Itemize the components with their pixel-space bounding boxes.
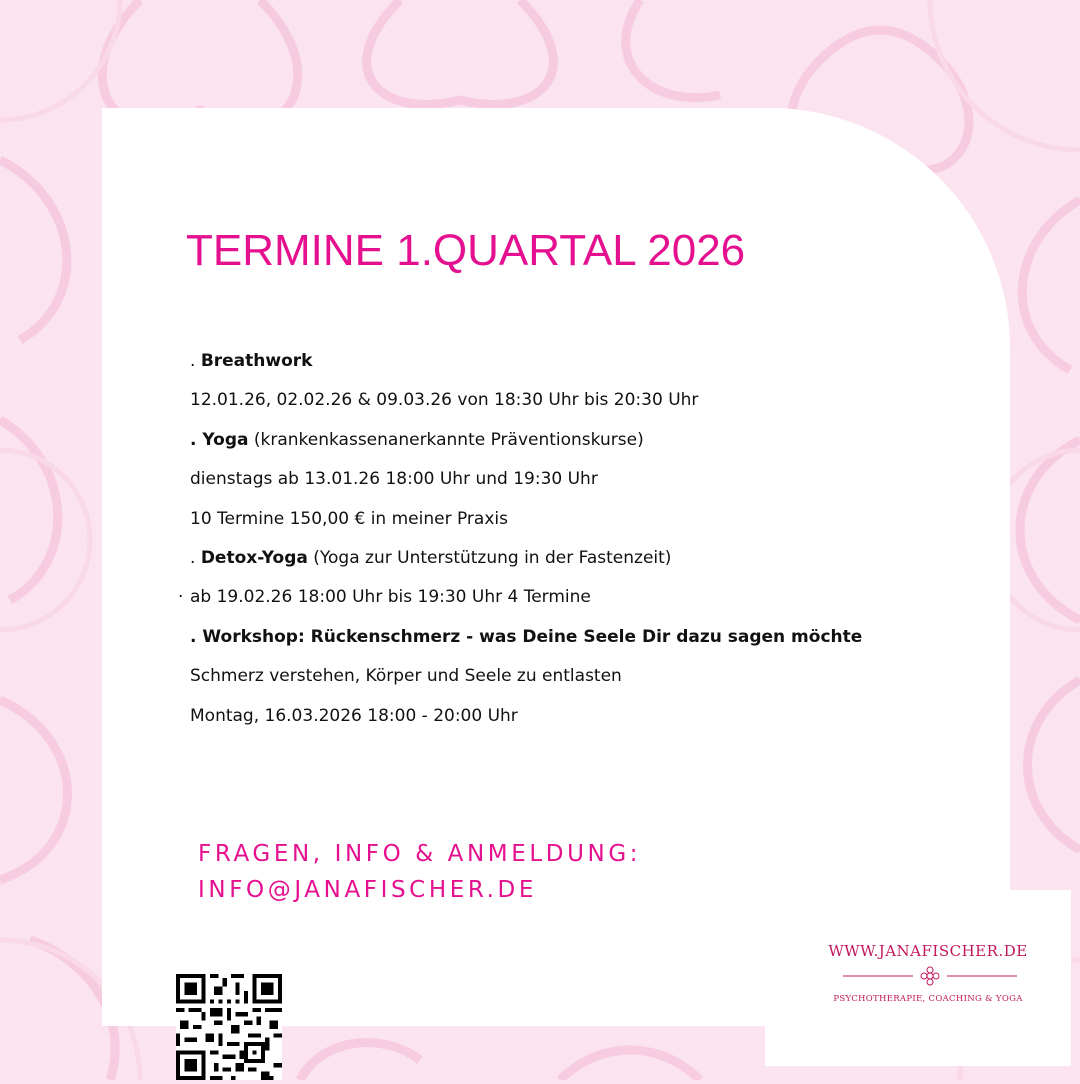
list-item [178, 697, 938, 736]
yoga-note: (krankenkassenanerkannte Präventionskurse) [248, 429, 644, 450]
page-title: TERMINE 1.QUARTAL 2026 [186, 226, 746, 275]
breathwork-heading: Breathwork [200, 351, 313, 371]
lotus-ornament-icon [843, 966, 1017, 986]
list-item-yoga [178, 421, 938, 460]
yoga-heading: Yoga [202, 429, 249, 450]
list-item-detox [178, 539, 938, 578]
workshop-date: Montag, 16.03.2026 18:00 - 20:00 Uhr [190, 705, 518, 726]
yoga-price: 10 Termine 150,00 € in meiner Praxis [190, 508, 508, 529]
detox-note: (Yoga zur Unterstützung in der Fastenzeit) [307, 547, 672, 568]
list-item-breathwork [178, 342, 938, 381]
list-item [178, 381, 938, 420]
list-item: · ab 19.02.26 18:00 Uhr bis 19:30 Uhr 4 Termine [178, 587, 591, 608]
bullet-dot: . [190, 429, 203, 450]
list-item-workshop [178, 618, 938, 657]
bullet-dot: . [190, 351, 196, 371]
logo-url: WWW.JANAFISCHER.DE [828, 942, 1028, 960]
schedule-list [178, 342, 938, 736]
contact-email[interactable]: INFO@JANAFISCHER.DE [198, 877, 537, 903]
logo-tagline: PSYCHOTHERAPIE, COACHING & YOGA [833, 994, 1023, 1004]
qr-code-icon[interactable] [176, 974, 282, 1080]
workshop-subtitle: Schmerz verstehen, Körper und Seele zu entlasten [190, 666, 622, 687]
detox-dates: ab 19.02.26 18:00 Uhr bis 19:30 Uhr 4 Termine [190, 587, 591, 608]
list-item [178, 460, 938, 499]
list-item [178, 500, 938, 539]
brand-logo [765, 890, 1071, 1066]
bullet-dot: . [190, 547, 196, 568]
contact-label: FRAGEN, INFO & ANMELDUNG: [198, 841, 642, 867]
yoga-dates: dienstags ab 13.01.26 18:00 Uhr und 19:30 Uhr [190, 469, 598, 490]
detox-heading: Detox-Yoga [200, 547, 308, 568]
qr-code-graphic [176, 974, 282, 1080]
breathwork-dates: 12.01.26, 02.02.26 & 09.03.26 von 18:30 Uhr bis 20:30 Uhr [190, 390, 699, 411]
list-item [178, 657, 938, 696]
workshop-heading: . Workshop: Rückenschmerz - was Deine Seele Dir dazu sagen möchte [190, 626, 863, 647]
contact-block [198, 836, 641, 908]
